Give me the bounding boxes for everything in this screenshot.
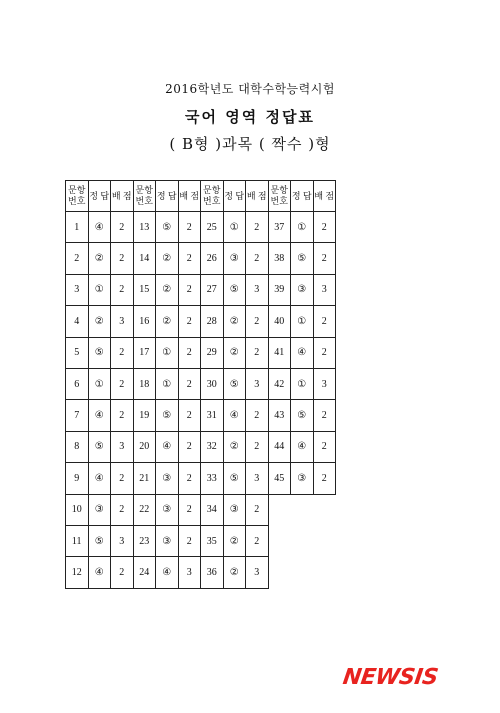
score-cell: 2 xyxy=(246,494,269,525)
question-number-cell: 28 xyxy=(201,306,224,337)
score-cell: 2 xyxy=(246,525,269,556)
score-cell: 2 xyxy=(111,400,134,431)
question-number-cell: 1 xyxy=(66,212,89,243)
answer-cell: ① xyxy=(88,368,111,399)
empty-cell xyxy=(291,494,314,525)
score-cell: 2 xyxy=(111,274,134,305)
question-number-cell: 19 xyxy=(133,400,156,431)
empty-cell xyxy=(268,557,291,588)
table-row xyxy=(66,400,336,431)
table-row xyxy=(66,557,336,588)
question-number-cell: 20 xyxy=(133,431,156,462)
score-cell: 2 xyxy=(178,525,201,556)
question-number-cell: 5 xyxy=(66,337,89,368)
table-row xyxy=(66,368,336,399)
answer-cell: ⑤ xyxy=(223,368,246,399)
score-cell: 2 xyxy=(178,400,201,431)
score-cell: 2 xyxy=(246,243,269,274)
score-cell: 2 xyxy=(178,463,201,494)
answer-cell: ⑤ xyxy=(223,274,246,305)
answer-cell: ⑤ xyxy=(156,212,179,243)
score-cell: 2 xyxy=(178,337,201,368)
answer-cell: ④ xyxy=(88,212,111,243)
score-cell: 2 xyxy=(178,212,201,243)
score-cell: 2 xyxy=(178,274,201,305)
answer-cell: ⑤ xyxy=(223,463,246,494)
question-number-cell: 21 xyxy=(133,463,156,494)
answer-cell: ③ xyxy=(156,463,179,494)
score-cell: 3 xyxy=(111,525,134,556)
question-number-cell: 37 xyxy=(268,212,291,243)
question-number-cell: 35 xyxy=(201,525,224,556)
answer-cell: ⑤ xyxy=(88,337,111,368)
column-header: 문항 번호 xyxy=(66,181,89,212)
answer-cell: ⑤ xyxy=(156,400,179,431)
question-number-cell: 31 xyxy=(201,400,224,431)
column-header: 배 점 xyxy=(313,181,336,212)
table-row xyxy=(66,494,336,525)
score-cell: 2 xyxy=(178,494,201,525)
answer-cell: ② xyxy=(223,525,246,556)
question-number-cell: 16 xyxy=(133,306,156,337)
empty-cell xyxy=(268,494,291,525)
score-cell: 2 xyxy=(178,243,201,274)
question-number-cell: 44 xyxy=(268,431,291,462)
answer-cell: ② xyxy=(223,431,246,462)
question-number-cell: 32 xyxy=(201,431,224,462)
page-title: 국어 영역 정답표 xyxy=(185,108,315,126)
newsis-logo: NEWSIS xyxy=(341,665,440,690)
question-number-cell: 9 xyxy=(66,463,89,494)
empty-cell xyxy=(291,525,314,556)
answer-cell: ① xyxy=(156,337,179,368)
question-number-cell: 3 xyxy=(66,274,89,305)
question-number-cell: 39 xyxy=(268,274,291,305)
answer-cell: ④ xyxy=(291,431,314,462)
score-cell: 2 xyxy=(178,306,201,337)
answer-cell: ⑤ xyxy=(291,400,314,431)
question-number-cell: 17 xyxy=(133,337,156,368)
score-cell: 2 xyxy=(178,431,201,462)
empty-cell xyxy=(313,525,336,556)
answer-cell: ④ xyxy=(156,557,179,588)
answer-cell: ③ xyxy=(88,494,111,525)
empty-cell xyxy=(313,494,336,525)
score-cell: 2 xyxy=(246,212,269,243)
question-number-cell: 43 xyxy=(268,400,291,431)
score-cell: 2 xyxy=(313,306,336,337)
question-number-cell: 40 xyxy=(268,306,291,337)
column-header: 문항 번호 xyxy=(201,181,224,212)
score-cell: 3 xyxy=(111,306,134,337)
table-header-row xyxy=(66,181,336,212)
question-number-cell: 27 xyxy=(201,274,224,305)
score-cell: 2 xyxy=(178,368,201,399)
question-number-cell: 2 xyxy=(66,243,89,274)
question-number-cell: 45 xyxy=(268,463,291,494)
question-number-cell: 15 xyxy=(133,274,156,305)
answer-cell: ② xyxy=(223,306,246,337)
score-cell: 2 xyxy=(313,463,336,494)
answer-cell: ④ xyxy=(291,337,314,368)
answer-cell: ② xyxy=(88,306,111,337)
column-header: 문항 번호 xyxy=(133,181,156,212)
question-number-cell: 13 xyxy=(133,212,156,243)
question-number-cell: 42 xyxy=(268,368,291,399)
table-row xyxy=(66,306,336,337)
table-row xyxy=(66,274,336,305)
empty-cell xyxy=(291,557,314,588)
answer-cell: ③ xyxy=(291,463,314,494)
score-cell: 2 xyxy=(313,400,336,431)
question-number-cell: 26 xyxy=(201,243,224,274)
answer-cell: ④ xyxy=(156,431,179,462)
question-number-cell: 18 xyxy=(133,368,156,399)
answer-cell: ⑤ xyxy=(291,243,314,274)
score-cell: 3 xyxy=(246,368,269,399)
answer-cell: ② xyxy=(88,243,111,274)
question-number-cell: 41 xyxy=(268,337,291,368)
question-number-cell: 7 xyxy=(66,400,89,431)
question-number-cell: 14 xyxy=(133,243,156,274)
exam-type-line: ( B형 )과목 ( 짝수 )형 xyxy=(169,135,331,153)
score-cell: 3 xyxy=(313,274,336,305)
answer-cell: ② xyxy=(156,243,179,274)
answer-cell: ② xyxy=(223,337,246,368)
score-cell: 2 xyxy=(313,243,336,274)
answer-cell: ① xyxy=(223,212,246,243)
score-cell: 2 xyxy=(313,431,336,462)
score-cell: 2 xyxy=(111,557,134,588)
question-number-cell: 34 xyxy=(201,494,224,525)
question-number-cell: 25 xyxy=(201,212,224,243)
question-number-cell: 22 xyxy=(133,494,156,525)
answer-cell: ② xyxy=(156,306,179,337)
table-row xyxy=(66,337,336,368)
table-body xyxy=(66,212,336,589)
score-cell: 3 xyxy=(246,274,269,305)
column-header: 정 답 xyxy=(223,181,246,212)
answer-cell: ③ xyxy=(156,494,179,525)
answer-cell: ⑤ xyxy=(88,431,111,462)
question-number-cell: 6 xyxy=(66,368,89,399)
answer-table xyxy=(65,180,336,589)
question-number-cell: 10 xyxy=(66,494,89,525)
table-row xyxy=(66,463,336,494)
question-number-cell: 36 xyxy=(201,557,224,588)
column-header: 배 점 xyxy=(246,181,269,212)
score-cell: 2 xyxy=(111,243,134,274)
score-cell: 3 xyxy=(313,368,336,399)
table-row xyxy=(66,212,336,243)
table-row xyxy=(66,431,336,462)
column-header: 배 점 xyxy=(178,181,201,212)
table-row xyxy=(66,243,336,274)
score-cell: 3 xyxy=(111,431,134,462)
score-cell: 2 xyxy=(111,337,134,368)
answer-cell: ① xyxy=(88,274,111,305)
score-cell: 2 xyxy=(313,212,336,243)
question-number-cell: 11 xyxy=(66,525,89,556)
question-number-cell: 12 xyxy=(66,557,89,588)
question-number-cell: 4 xyxy=(66,306,89,337)
answer-cell: ② xyxy=(156,274,179,305)
column-header: 정 답 xyxy=(156,181,179,212)
answer-cell: ① xyxy=(156,368,179,399)
column-header: 정 답 xyxy=(291,181,314,212)
answer-cell: ③ xyxy=(223,243,246,274)
answer-cell: ④ xyxy=(223,400,246,431)
score-cell: 3 xyxy=(178,557,201,588)
column-header: 정 답 xyxy=(88,181,111,212)
question-number-cell: 29 xyxy=(201,337,224,368)
question-number-cell: 33 xyxy=(201,463,224,494)
answer-cell: ③ xyxy=(291,274,314,305)
score-cell: 2 xyxy=(246,306,269,337)
table-row xyxy=(66,525,336,556)
score-cell: 2 xyxy=(246,431,269,462)
answer-cell: ③ xyxy=(223,494,246,525)
answer-cell: ① xyxy=(291,306,314,337)
question-number-cell: 38 xyxy=(268,243,291,274)
question-number-cell: 23 xyxy=(133,525,156,556)
answer-cell: ① xyxy=(291,212,314,243)
answer-cell: ④ xyxy=(88,557,111,588)
score-cell: 2 xyxy=(111,494,134,525)
answer-cell: ⑤ xyxy=(88,525,111,556)
question-number-cell: 24 xyxy=(133,557,156,588)
score-cell: 2 xyxy=(111,368,134,399)
empty-cell xyxy=(313,557,336,588)
score-cell: 2 xyxy=(111,212,134,243)
answer-cell: ④ xyxy=(88,400,111,431)
column-header: 문항 번호 xyxy=(268,181,291,212)
question-number-cell: 8 xyxy=(66,431,89,462)
answer-cell: ① xyxy=(291,368,314,399)
score-cell: 3 xyxy=(246,557,269,588)
answer-cell: ④ xyxy=(88,463,111,494)
score-cell: 3 xyxy=(246,463,269,494)
exam-year-line: 2016학년도 대학수학능력시험 xyxy=(165,82,335,96)
answer-cell: ③ xyxy=(156,525,179,556)
question-number-cell: 30 xyxy=(201,368,224,399)
empty-cell xyxy=(268,525,291,556)
answer-cell: ② xyxy=(223,557,246,588)
column-header: 배 점 xyxy=(111,181,134,212)
score-cell: 2 xyxy=(111,463,134,494)
score-cell: 2 xyxy=(246,337,269,368)
score-cell: 2 xyxy=(313,337,336,368)
score-cell: 2 xyxy=(246,400,269,431)
